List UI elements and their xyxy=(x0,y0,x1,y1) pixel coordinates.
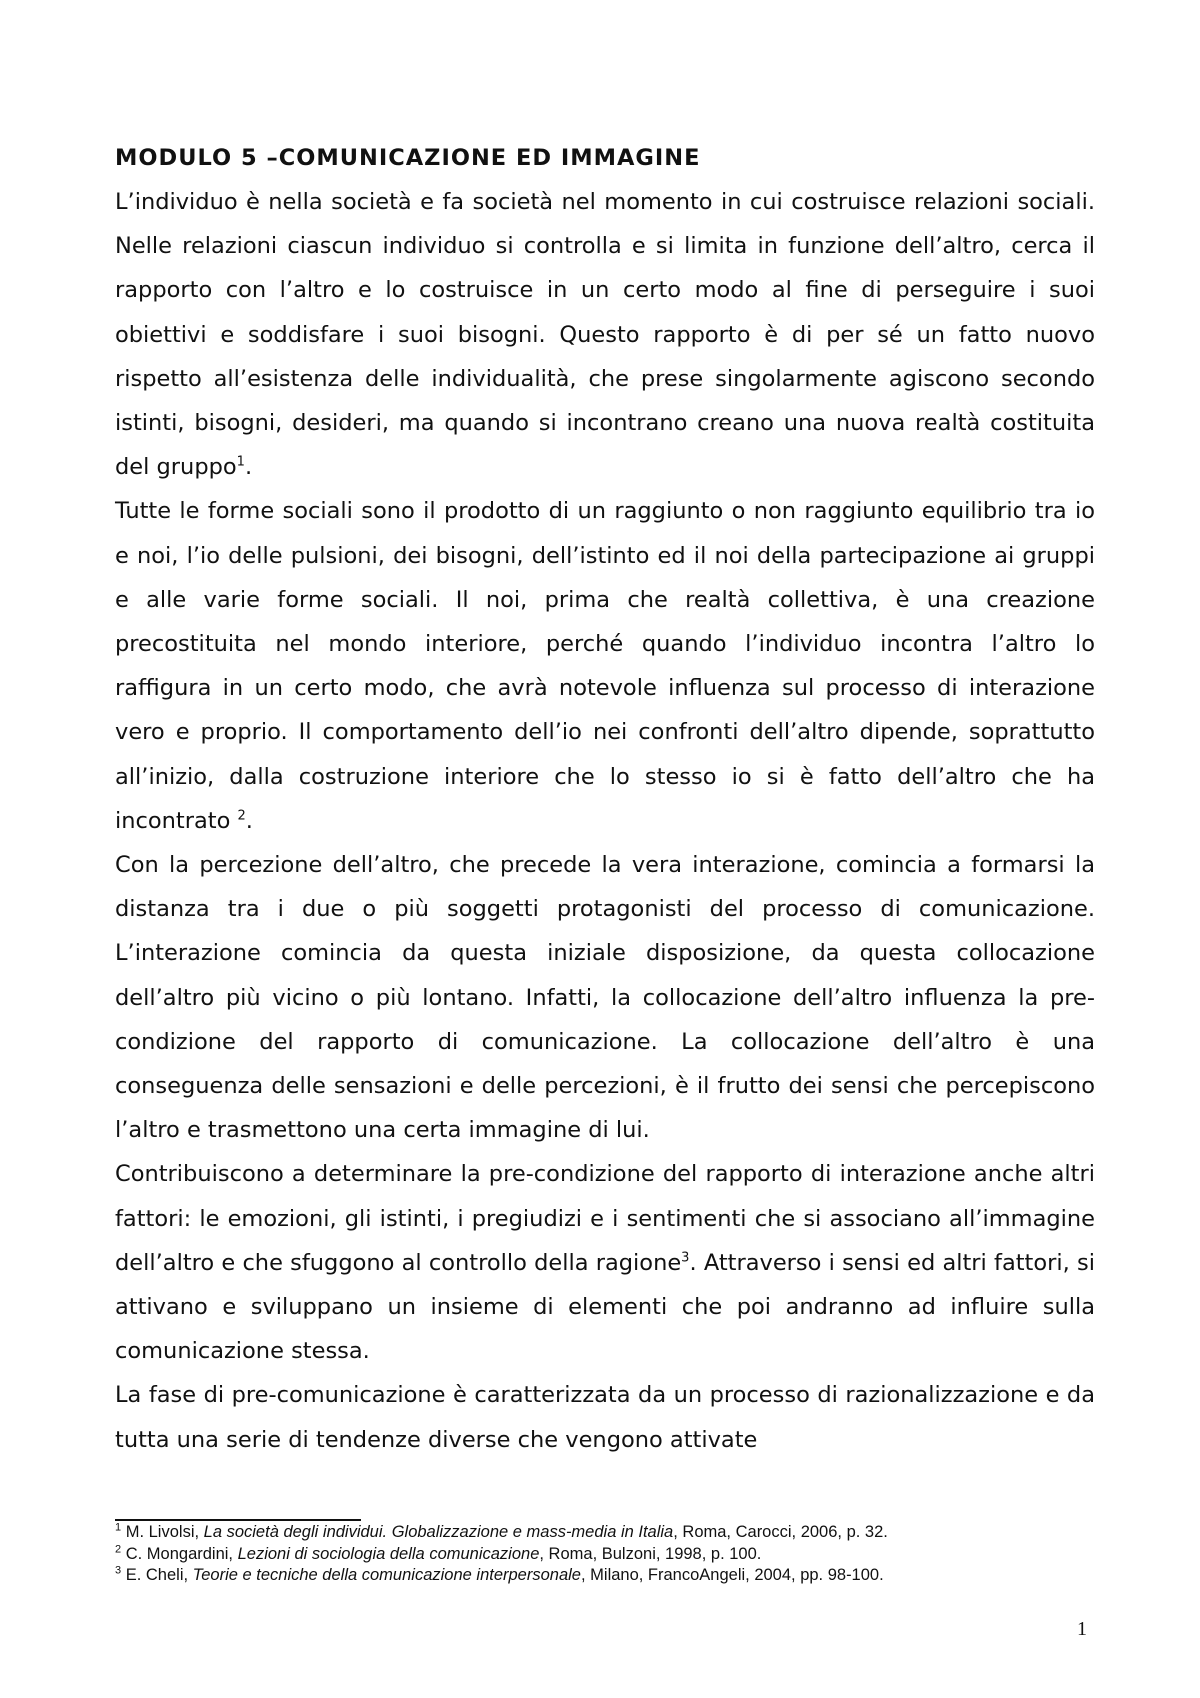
paragraph-5 xyxy=(115,1373,1095,1461)
paragraph-text: Con la percezione dell’altro, che precede la vera interazione, comincia a formarsi la distanza tra i due o più soggetti protagonisti del processo di comunicazione. L’interazione comincia da questa iniziale disposizione, da questa collocazione dell’altro più vicino o più lontano. Infatti, la collocazione dell’altro influenza la pre-condizione del rapporto di comunicazione. La collocazione dell’altro è una conseguenza delle sensazioni e delle percezioni, è il frutto dei sensi che percepiscono l’altro e trasmettono una certa immagine di lui. xyxy=(115,852,1095,1144)
footnote-number: 2 xyxy=(115,1543,122,1555)
paragraph-text: L’individuo è nella società e fa società nel momento in cui costruisce relazioni sociali. Nelle relazioni ciascun individuo si controlla e si limita in funzione dell’altro, cerca il rapporto con l’altro e lo costruisce in un certo modo al fine di perseguire i suoi obiettivi e soddisfare i suoi bisogni. Questo rapporto è di per sé un fatto nuovo rispetto all’esistenza delle individualità, che prese singolarmente agiscono secondo istinti, bisogni, desideri, ma quando si incontrano creano una nuova realtà costituita del gruppo xyxy=(115,189,1095,481)
footnote-author: E. Cheli, xyxy=(125,1566,193,1584)
page-number: 1 xyxy=(1077,1618,1087,1640)
footnote-author: M. Livolsi, xyxy=(125,1523,204,1541)
paragraph-ending: . Attraverso i sensi ed altri fattori, si attivano e sviluppano un insieme di elementi che poi andranno ad influire sulla comunicazione stessa. xyxy=(115,1249,1095,1365)
footnote-number: 3 xyxy=(115,1564,122,1577)
footnote-work-title: Teorie e tecniche della comunicazione interpersonale xyxy=(192,1566,581,1584)
paragraph-2 xyxy=(115,489,1095,843)
paragraph-ending: . xyxy=(245,807,253,834)
document-body xyxy=(115,136,1095,1462)
footnote-publication: , Roma, Bulzoni, 1998, p. 100. xyxy=(539,1544,762,1563)
paragraph-text: La fase di pre-comunicazione è caratterizzata da un processo di razionalizzazione e da tutta una serie di tendenze diverse che vengono attivate xyxy=(115,1382,1095,1453)
paragraph-ending: . xyxy=(244,454,253,481)
footnote-3 xyxy=(115,1565,1115,1587)
footnote-number: 1 xyxy=(115,1521,122,1534)
footnote-author: C. Mongardini, xyxy=(125,1544,238,1563)
paragraph-text: Contribuiscono a determinare la pre-condizione del rapporto di interazione anche altri fattori: le emozioni, gli istinti, i pregiudizi e i sentimenti che si associano all’immagine dell’altro e che sfuggono al controllo della ragione xyxy=(115,1161,1095,1276)
paragraph-1 xyxy=(115,180,1095,489)
paragraph-4 xyxy=(115,1152,1095,1373)
footnote-reference-1[interactable]: 1 xyxy=(236,454,245,470)
footnote-publication: , Roma, Carocci, 2006, p. 32. xyxy=(673,1523,888,1541)
footnote-work-title: Lezioni di sociologia della comunicazione xyxy=(237,1544,540,1563)
module-title: MODULO 5 –COMUNICAZIONE ED IMMAGINE xyxy=(115,145,701,171)
footnote-1 xyxy=(115,1522,1115,1544)
footnote-publication: , Milano, FrancoAngeli, 2004, pp. 98-100. xyxy=(580,1566,884,1584)
footnote-2 xyxy=(115,1544,1115,1566)
footnote-reference-3[interactable]: 3 xyxy=(681,1250,690,1266)
footnote-work-title: La società degli individui. Globalizzazione e mass-media in Italia xyxy=(203,1523,674,1541)
paragraph-text: Tutte le forme sociali sono il prodotto di un raggiunto o non raggiunto equilibrio tra io e noi, l’io delle pulsioni, dei bisogni, dell’istinto ed il noi della partecipazione ai gruppi e alle varie forme sociali. Il noi, prima che realtà collettiva, è una creazione precostituita nel mondo interiore, perché quando l’individuo incontra l’altro lo raffigura in un certo modo, che avrà notevole influenza sul processo di interazione vero e proprio. Il comportamento dell’io nei confronti dell’altro dipende, soprattutto all’inizio, dalla costruzione interiore che lo stesso io si è fatto dell’altro che ha incontrato xyxy=(115,498,1095,834)
footnote-separator xyxy=(115,1519,361,1521)
footnote-reference-2[interactable]: 2 xyxy=(237,808,246,824)
paragraph-3 xyxy=(115,843,1095,1152)
footnotes-section xyxy=(115,1519,1115,1587)
